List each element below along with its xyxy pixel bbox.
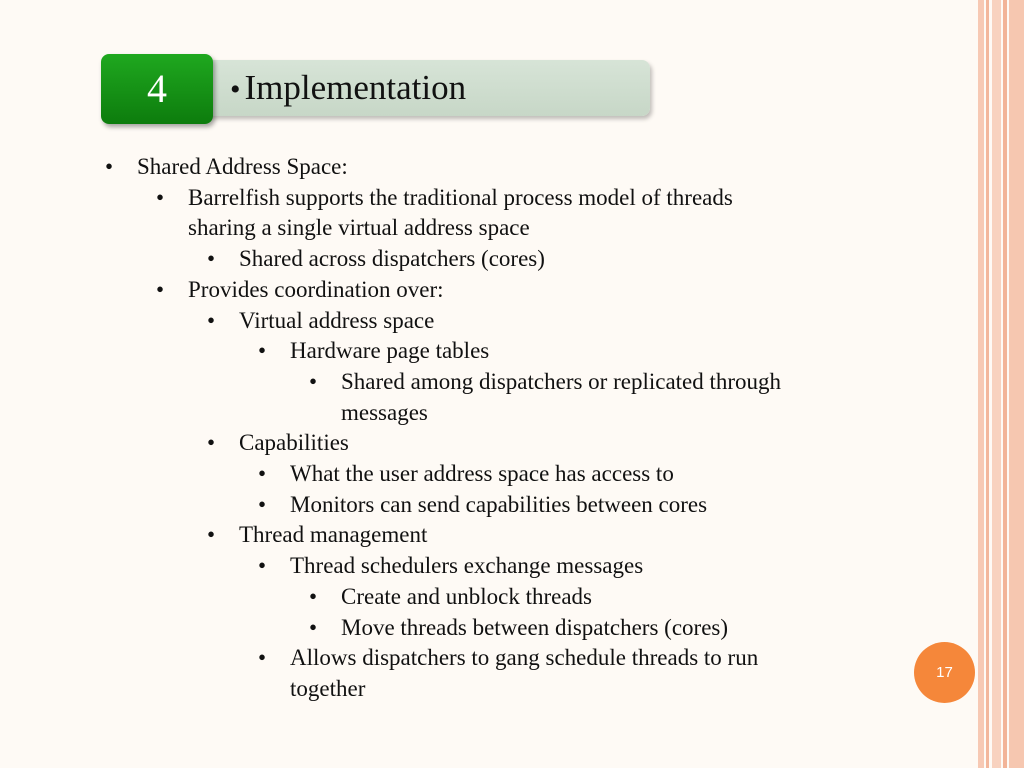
outline-item-level-3	[207, 520, 428, 551]
edge-stripe	[1009, 0, 1024, 768]
outline-item-level-3	[207, 244, 545, 275]
decorative-edge-stripes	[978, 0, 1024, 768]
page-number-badge: 17	[914, 642, 975, 703]
bullet-icon: •	[207, 522, 216, 548]
outline-item-level-4	[258, 643, 759, 674]
bullet-icon: •	[258, 491, 267, 517]
outline-item-level-2	[156, 183, 733, 214]
slide-title	[230, 64, 466, 112]
outline-item-level-4	[258, 551, 644, 582]
section-number-badge: 4	[101, 54, 213, 124]
bullet-icon: •	[309, 583, 318, 609]
edge-stripe	[992, 0, 1001, 768]
outline-item-text: Shared across dispatchers (cores)	[239, 246, 545, 272]
bullet-icon: •	[258, 461, 267, 486]
outline-item-text: Virtual address space	[239, 307, 435, 333]
outline-item-level-4	[258, 490, 708, 521]
outline-item-level-3	[207, 428, 349, 459]
outline-item-level-2	[156, 275, 444, 306]
outline-item-level-5	[309, 613, 729, 644]
outline-item-text: Allows dispatchers to gang schedule threads to run	[290, 645, 759, 671]
outline-item-level-4	[258, 336, 490, 367]
outline-item-text: Shared Address Space:	[137, 154, 348, 179]
outline-item-level-5	[309, 367, 782, 398]
outline-item-level-3	[207, 306, 435, 337]
title-bullet-icon: •	[230, 73, 241, 106]
bullet-icon: •	[207, 246, 216, 272]
outline-item-text: Monitors can send capabilities between cores	[290, 491, 708, 517]
outline-item-text: Thread schedulers exchange messages	[290, 553, 644, 579]
bullet-icon: •	[207, 430, 216, 456]
edge-stripe	[978, 0, 984, 768]
outline-item-text: Provides coordination over:	[188, 276, 444, 302]
outline-item-continuation: messages	[341, 399, 428, 425]
bullet-icon: •	[309, 614, 318, 640]
slide-title-text: Implementation	[244, 68, 467, 107]
bullet-icon: •	[309, 368, 318, 394]
outline-item-text: Hardware page tables	[290, 338, 490, 364]
outline-item-text: Move threads between dispatchers (cores)	[341, 614, 729, 640]
outline-item-continuation: together	[290, 675, 366, 701]
bullet-icon: •	[258, 338, 267, 364]
edge-stripe	[986, 0, 989, 768]
outline-item-level-1	[105, 152, 348, 183]
outline-item-text: Shared among dispatchers or replicated through	[341, 368, 782, 394]
edge-stripe	[1003, 0, 1007, 768]
bullet-icon: •	[156, 184, 165, 210]
outline-item-level-4	[258, 459, 674, 490]
outline-item-continuation: sharing a single virtual address space	[188, 215, 530, 241]
outline-item-text: Capabilities	[239, 430, 349, 456]
bullet-icon: •	[258, 553, 267, 579]
bullet-icon: •	[258, 645, 267, 671]
bullet-icon: •	[156, 276, 165, 302]
bullet-icon: •	[207, 307, 216, 333]
outline-item-text: Barrelfish supports the traditional process model of threads	[188, 184, 733, 210]
outline-item-level-5	[309, 582, 592, 613]
outline-item-text: Create and unblock threads	[341, 583, 592, 609]
outline-item-text: What the user address space has access to	[290, 461, 674, 486]
outline-item-text: Thread management	[239, 522, 428, 548]
bullet-icon: •	[105, 154, 114, 179]
